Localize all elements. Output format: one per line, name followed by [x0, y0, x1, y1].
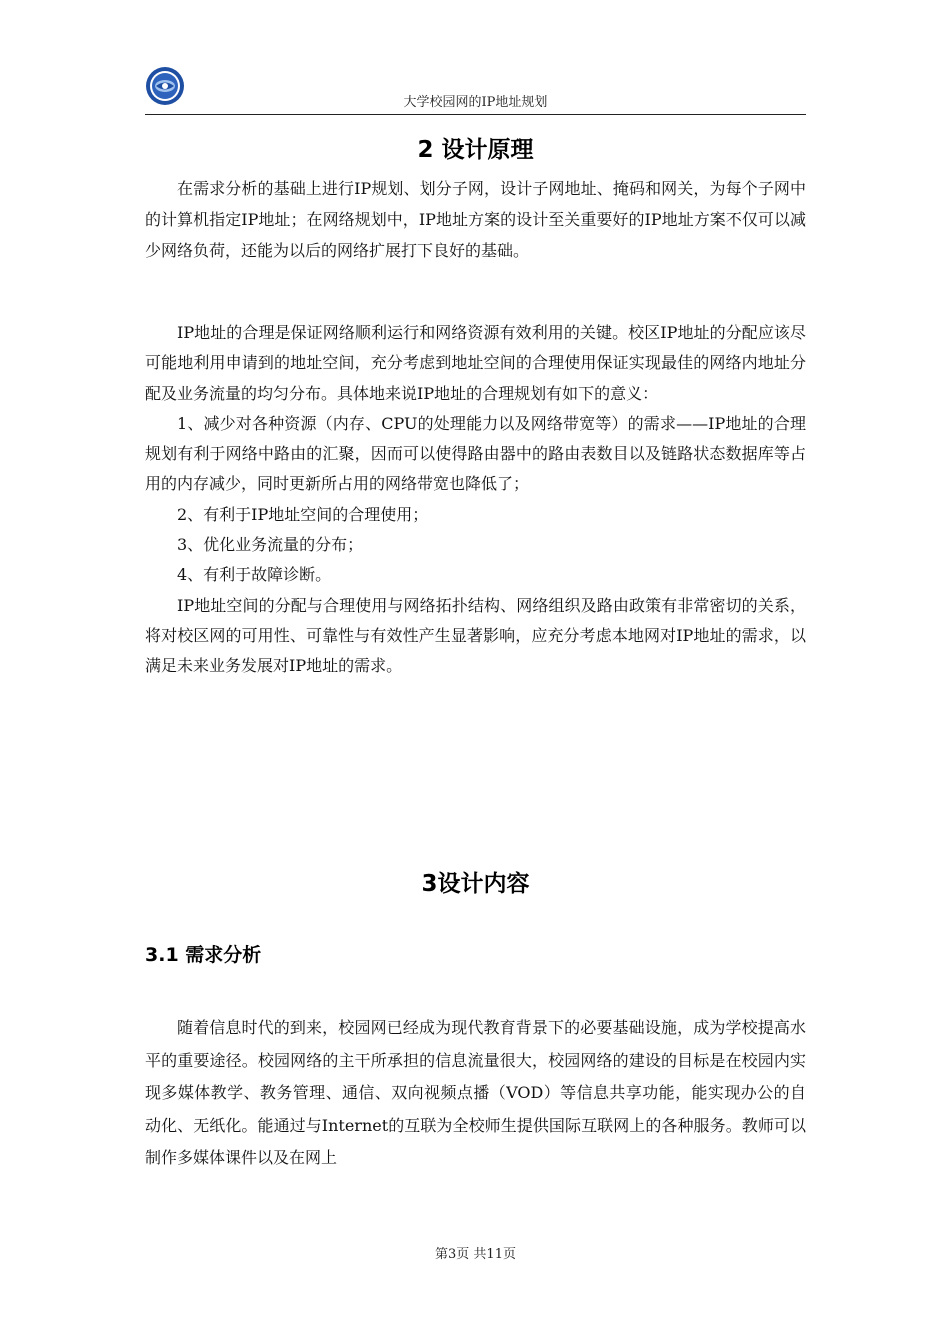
section-2-body — [145, 318, 806, 682]
paragraph: IP地址空间的分配与合理使用与网络拓扑结构、网络组织及路由政策有非常密切的关系，将对校区网的可用性、可靠性与有效性产生显著影响，应充分考虑本地网对IP地址的需求，以满足未来业务发展对IP地址的需求。 — [145, 595, 806, 676]
list-item: 2、有利于IP地址空间的合理使用； — [177, 504, 429, 524]
paragraph: IP地址的合理是保证网络顺利运行和网络资源有效利用的关键。校区IP地址的分配应该尽可能地利用申请到的地址空间，充分考虑到地址空间的合理使用保证实现最佳的网络内地址分配及业务流量的均匀分布。具体地来说IP地址的合理规划有如下的意义： — [145, 323, 806, 403]
section-3-1-heading: 3.1 需求分析 — [145, 944, 262, 966]
header-divider — [145, 114, 806, 115]
section-2-heading: 2 设计原理 — [417, 137, 534, 163]
header-title: 大学校园网的IP地址规划 — [403, 95, 548, 110]
section-2-intro — [145, 173, 806, 266]
section-3-1-body — [145, 1012, 806, 1175]
paragraph: 随着信息时代的到来，校园网已经成为现代教育背景下的必要基础设施，成为学校提高水平的重要途径。校园网络的主干所承担的信息流量很大，校园网络的建设的目标是在校园内实现多媒体教学、教务管理、通信、双向视频点播（VOD）等信息共享功能，能实现办公的自动化、无纸化。能通过与Internet的互联为全校师生提供国际互联网上的各种服务。教师可以制作多媒体课件以及在网上 — [145, 1018, 806, 1167]
paragraph: 在需求分析的基础上进行IP规划、划分子网，设计子网地址、掩码和网关，为每个子网中的计算机指定IP地址；在网络规划中，IP地址方案的设计至关重要好的IP地址方案不仅可以减少网络负荷，还能为以后的网络扩展打下良好的基础。 — [145, 179, 806, 260]
list-item: 4、有利于故障诊断。 — [177, 565, 332, 585]
section-3-heading: 3设计内容 — [421, 871, 530, 897]
page-number: 第3页 共11页 — [435, 1247, 516, 1262]
list-item: 3、优化业务流量的分布； — [177, 535, 364, 555]
list-item: 1、减少对各种资源（内存、CPU的处理能力以及网络带宽等）的需求——IP地址的合理规划有利于网络中路由的汇聚，因而可以使得路由器中的路由表数目以及链路状态数据库等占用的内存减少，同时更新所占用的网络带宽也降低了； — [145, 413, 806, 494]
